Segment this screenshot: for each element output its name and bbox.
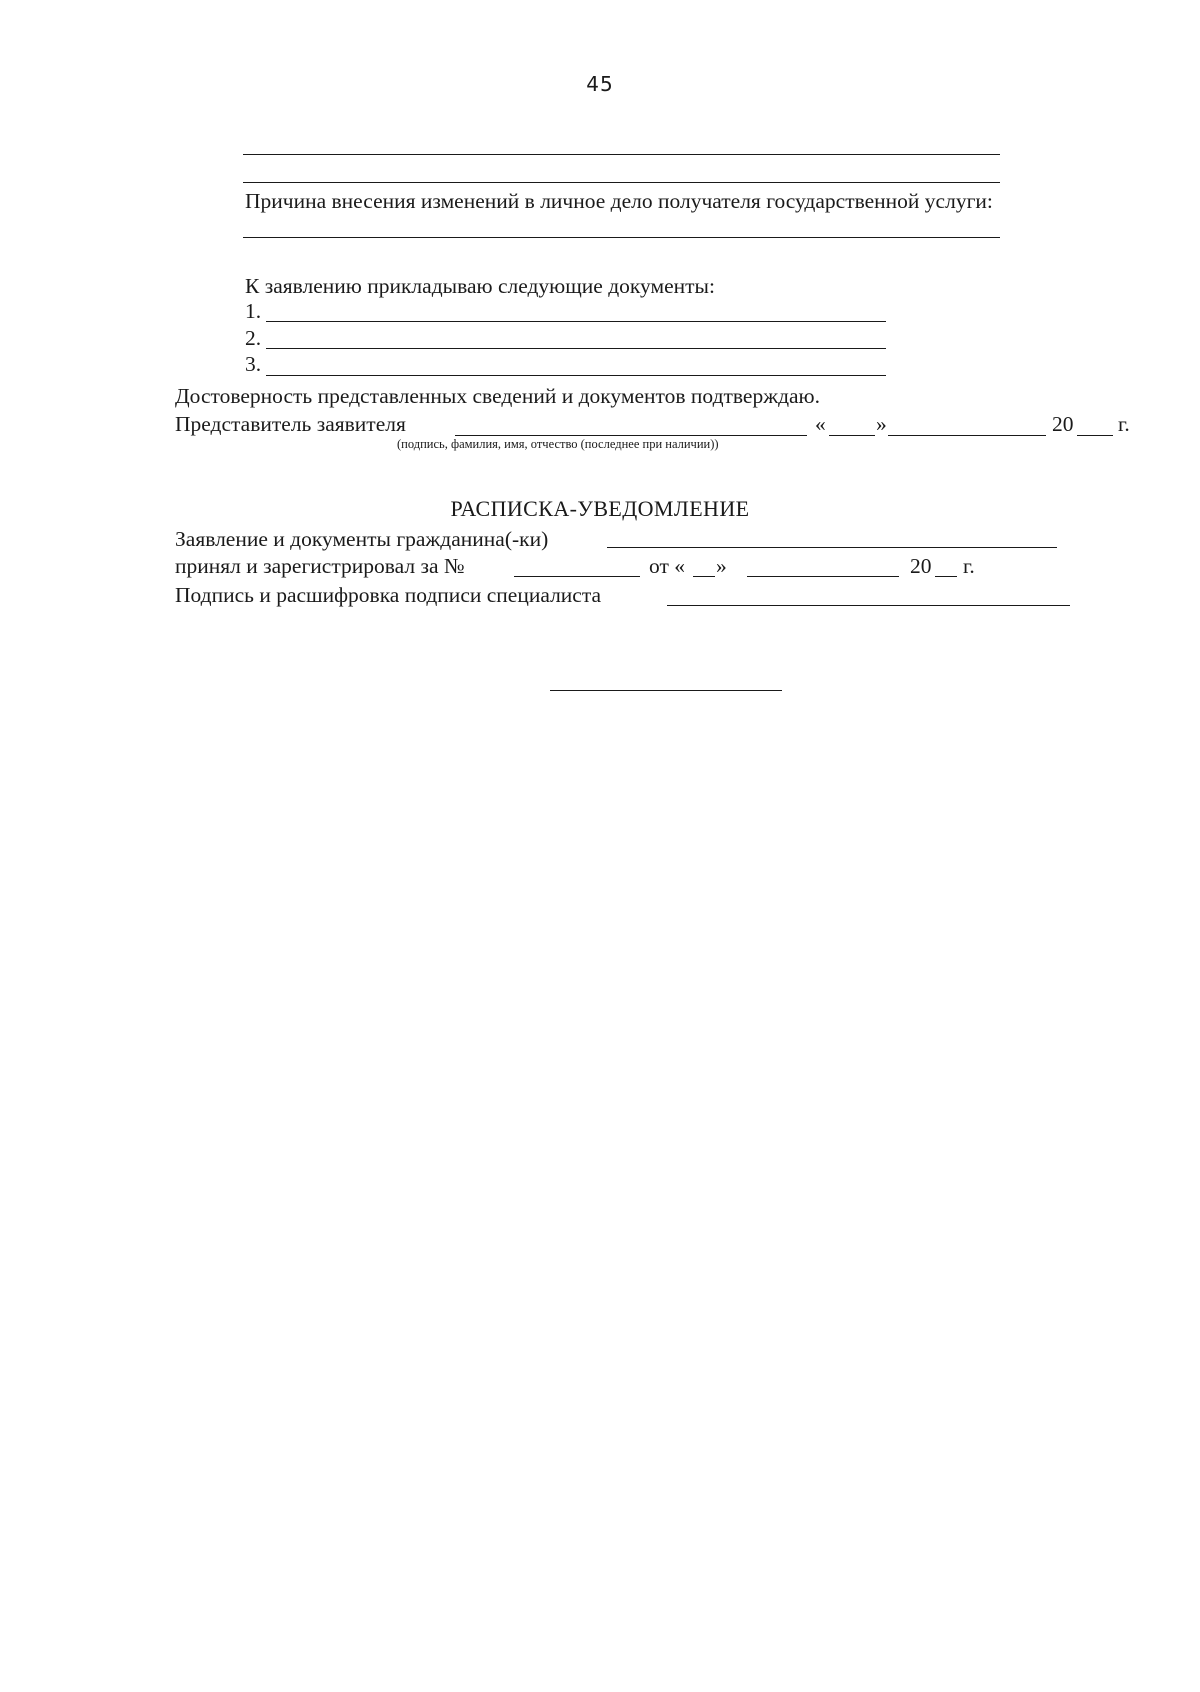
attached-doc-number-3: 3. bbox=[245, 352, 262, 376]
representative-signature-line bbox=[455, 435, 807, 436]
change-reason-label: Причина внесения изменений в личное дело получателя государственной услуги: bbox=[245, 189, 993, 213]
blank-line-top-2 bbox=[243, 182, 1000, 183]
date-close-quote: » bbox=[876, 412, 887, 436]
receipt-title: РАСПИСКА-УВЕДОМЛЕНИЕ bbox=[450, 496, 750, 521]
representative-label: Представитель заявителя bbox=[175, 412, 406, 436]
year-prefix: 20 bbox=[1052, 412, 1074, 436]
year-line bbox=[1077, 435, 1113, 436]
confirmation-text: Достоверность представленных сведений и документов подтверждаю. bbox=[175, 384, 820, 408]
date-open-quote: « bbox=[815, 412, 826, 436]
receipt-citizen-line bbox=[607, 547, 1057, 548]
attached-doc-number-2: 2. bbox=[245, 326, 262, 350]
change-reason-blank-line bbox=[243, 237, 1000, 238]
page-number: 45 bbox=[586, 72, 614, 96]
attached-docs-label: К заявлению прикладываю следующие документы: bbox=[245, 274, 715, 298]
receipt-line2-label: принял и зарегистрировал за № bbox=[175, 554, 465, 578]
end-divider bbox=[550, 690, 782, 691]
year-suffix: г. bbox=[1118, 412, 1130, 436]
receipt-line1-label: Заявление и документы гражданина(-ки) bbox=[175, 527, 549, 551]
attached-doc-line-1 bbox=[266, 321, 886, 322]
blank-line-top-1 bbox=[243, 154, 1000, 155]
receipt-from-label: от « bbox=[649, 554, 685, 578]
receipt-year-suffix: г. bbox=[963, 554, 975, 578]
receipt-specialist-signature-line bbox=[667, 605, 1070, 606]
receipt-year-line bbox=[935, 576, 957, 577]
receipt-line3-label: Подпись и расшифровка подписи специалиста bbox=[175, 583, 602, 607]
attached-doc-line-2 bbox=[266, 348, 886, 349]
receipt-year-prefix: 20 bbox=[910, 554, 932, 578]
date-day-line bbox=[829, 435, 875, 436]
attached-doc-line-3 bbox=[266, 375, 886, 376]
date-month-line bbox=[888, 435, 1046, 436]
receipt-month-line bbox=[747, 576, 899, 577]
attached-doc-number-1: 1. bbox=[245, 299, 262, 323]
receipt-day-line bbox=[693, 576, 715, 577]
signature-caption: (подпись, фамилия, имя, отчество (последнее при наличии)) bbox=[397, 437, 719, 451]
receipt-number-line bbox=[514, 576, 640, 577]
receipt-close-quote: » bbox=[716, 554, 727, 578]
